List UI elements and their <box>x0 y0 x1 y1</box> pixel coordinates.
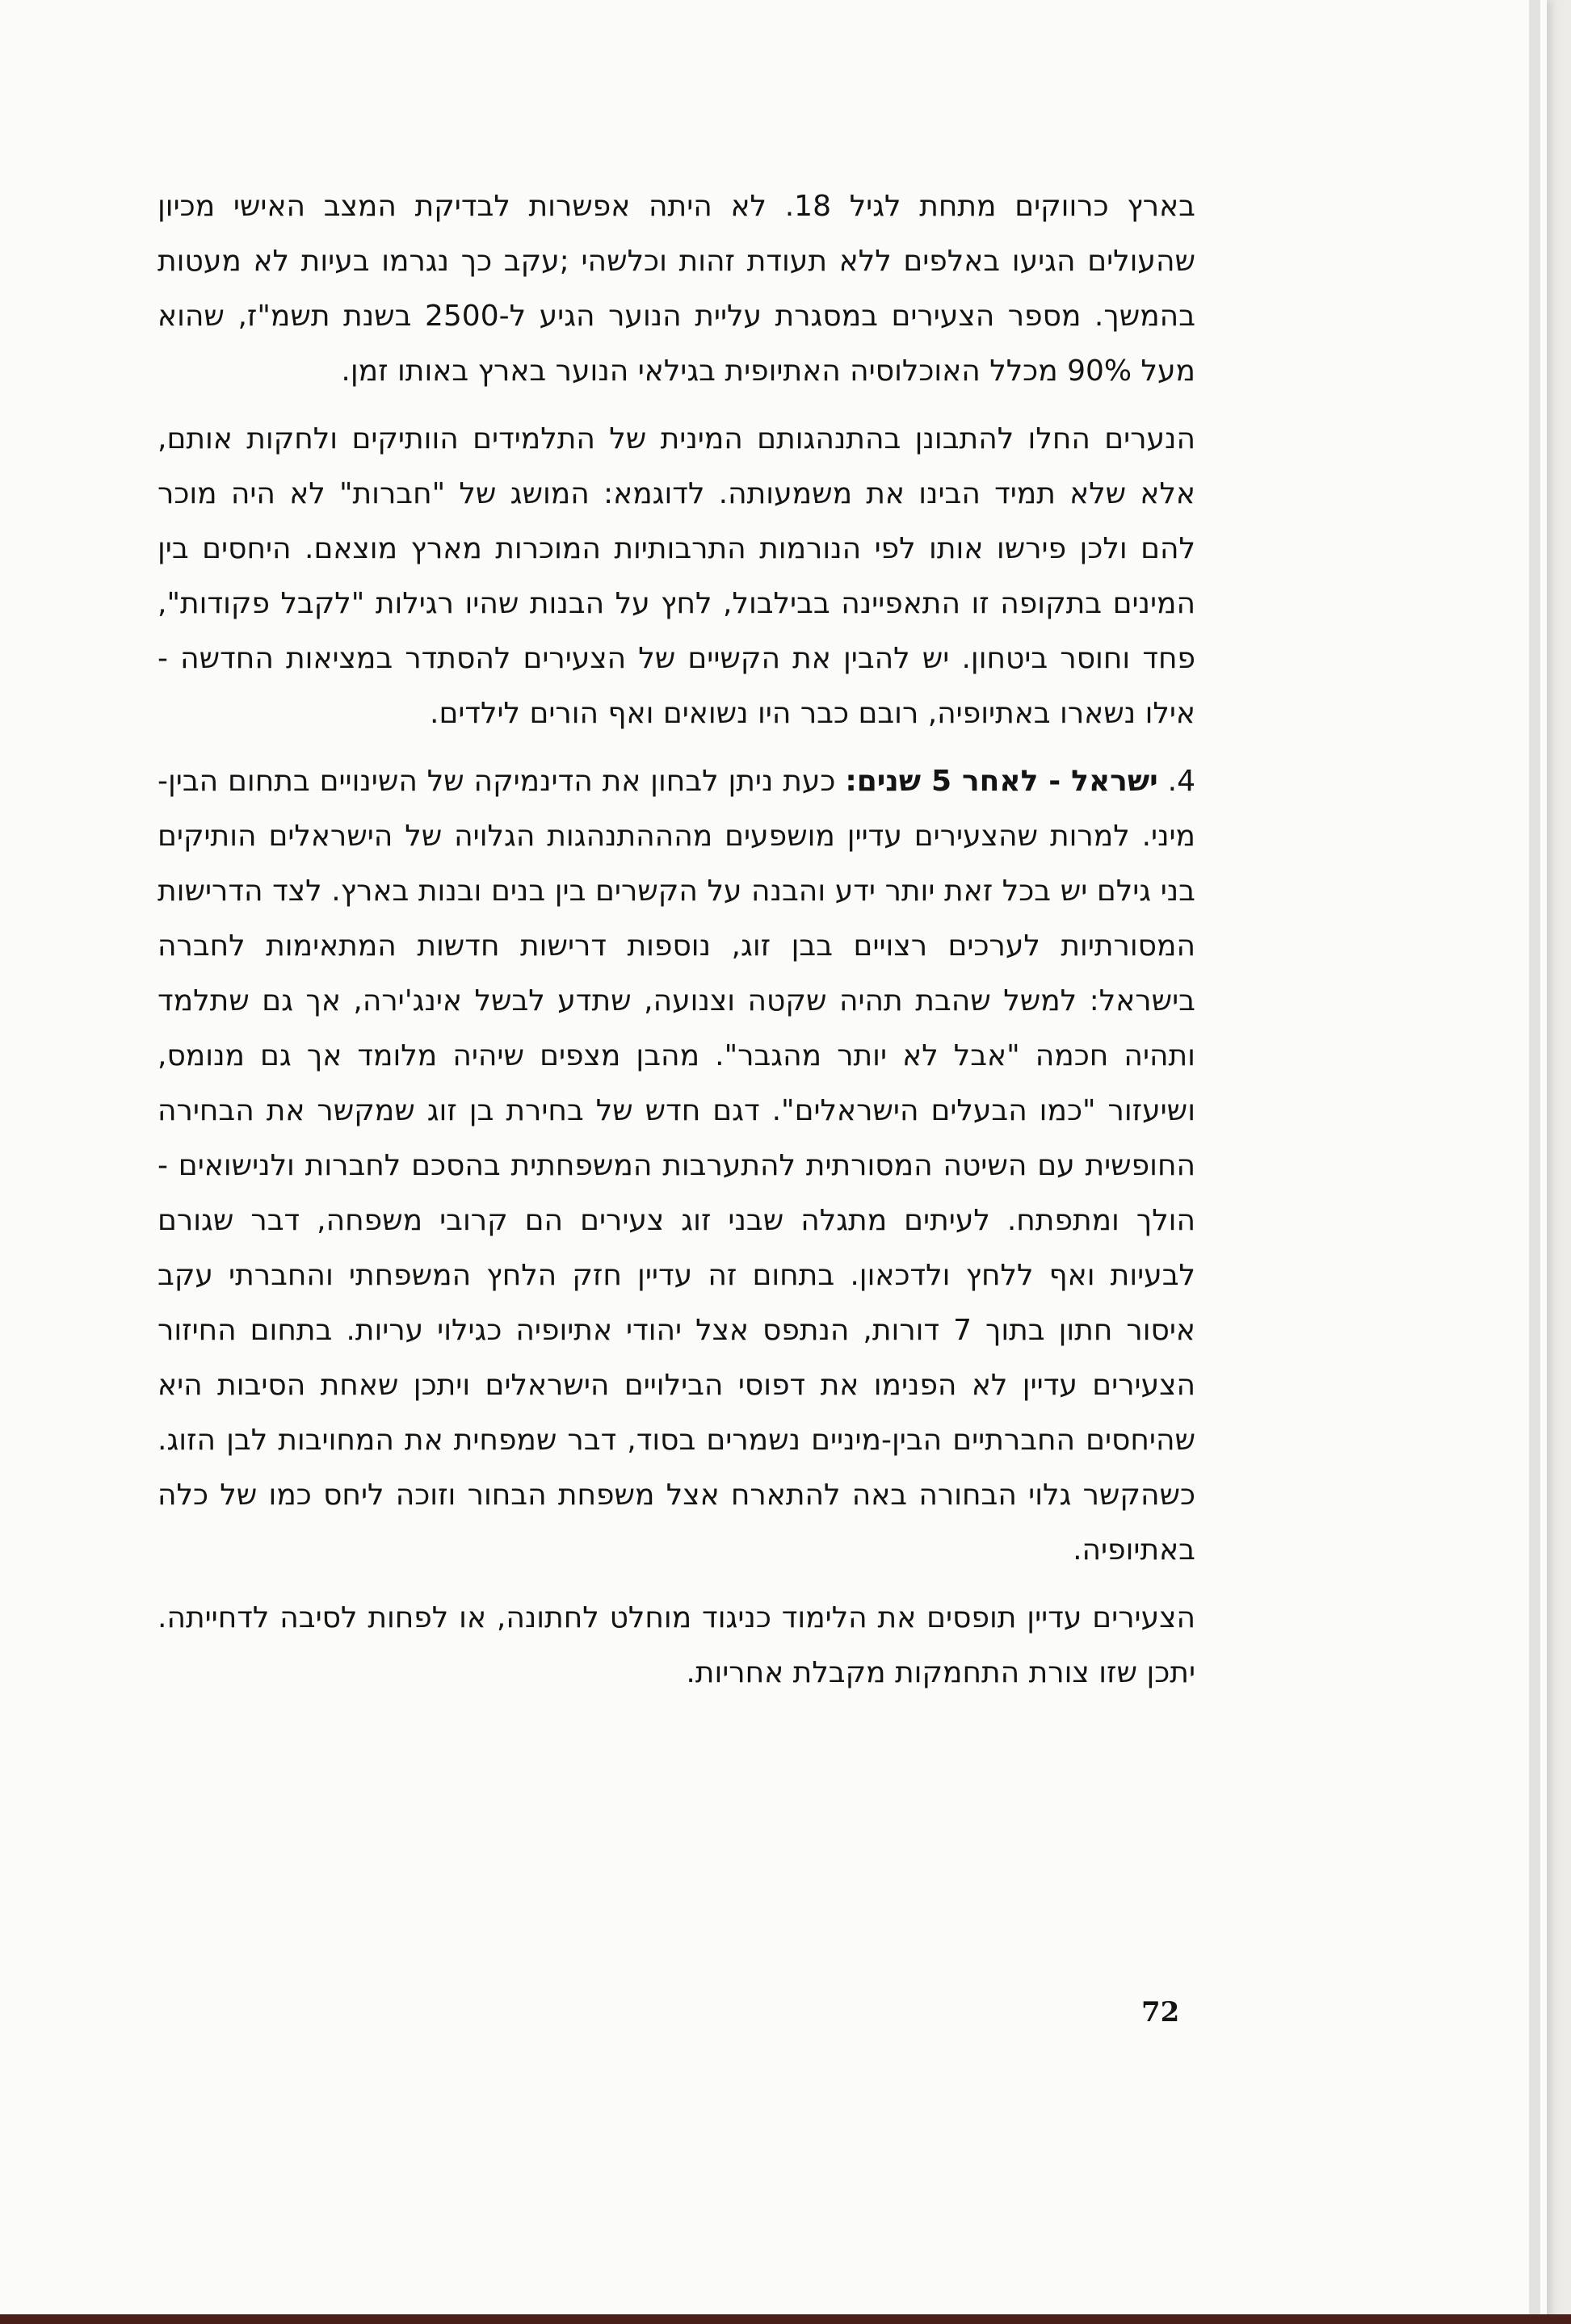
page-edge <box>1529 0 1540 2324</box>
section-number: 4. <box>1167 765 1195 798</box>
section-heading: ישראל - לאחר 5 שנים: <box>845 765 1158 798</box>
document-body <box>158 179 1195 1714</box>
paragraph-4 <box>158 1591 1195 1701</box>
paragraph-3-text: כעת ניתן לבחון את הדינמיקה של השינויים בתחום הבין- מיני. למרות שהצעירים עדיין מושפעים מהההתנהגות הגלויה של הישראלים הותיקים בני גילם יש בכל זאת יותר ידע והבנה על הקשרים בין בנים ובנות בארץ. לצד הדרישות המסורתיות לערכים רצויים בבן זוג, נוספות דרישות חדשות המתאימות לחברה בישראל: למשל שהבת תהיה שקטה וצנועה, שתדע לבשל אינג'ירה, אך גם שתלמד ותהיה חכמה "אבל לא יותר מהגבר". מהבן מצפים שיהיה מלומד אך גם מנומס, ושיעזור "כמו הבעלים הישראלים". דגם חדש של בחירת בן זוג שמקשר את הבחירה החופשית עם השיטה המסורתית להתערבות המשפחתית בהסכם לחברות ולנישואים - הולך ומתפתח. לעיתים מתגלה שבני זוג צעירים הם קרובי משפחה, דבר שגורם לבעיות ואף ללחץ ולדכאון. בתחום זה עדיין חזק הלחץ המשפחתי והחברתי עקב איסור חתון בתוך 7 דורות, הנתפס אצל יהודי אתיופיה כגילוי עריות. בתחום החיזור הצעירים עדיין לא הפנימו את דפוסי הבילויים הישראלים ויתכן שאחת הסיבות היא שהיחסים החברתיים הבין-מיניים נשמרים בסוד, דבר שמפחית את המחויבות לבן הזוג. כשהקשר גלוי הבחורה באה להתארח אצל משפחת הבחור וזוכה ליחס כמו של כלה באתיופיה. <box>158 765 1195 1567</box>
page-number: 72 <box>1141 1996 1180 2028</box>
paragraph-2 <box>158 412 1195 741</box>
scan-bottom-edge <box>0 2314 1571 2324</box>
paragraph-3 <box>158 754 1195 1578</box>
paragraph-2-text: הנערים החלו להתבונן בהתנהגותם המינית של התלמידים הוותיקים ולחקות אותם, אלא שלא תמיד הבינו את משמעותה. לדוגמא: המושג של "חברות" לא היה מוכר להם ולכן פירשו אותו לפי הנורמות התרבותיות המוכרות מארץ מוצאם. היחסים בין המינים בתקופה זו התאפיינה בבילבול, לחץ על הבנות שהיו רגילות "לקבל פקודות", פחד וחוסר ביטחון. יש להבין את הקשיים של הצעירים להסתדר במציאות החדשה - אילו נשארו באתיופיה, רובם כבר היו נשואים ואף הורים לילדים. <box>158 422 1195 730</box>
paragraph-1 <box>158 179 1195 399</box>
paragraph-1-text: בארץ כרווקים מתחת לגיל 18. לא היתה אפשרות לבדיקת המצב האישי מכיון שהעולים הגיעו באלפים ללא תעודת זהות וכלשהי ;עקב כך נגרמו בעיות לא מעטות בהמשך. מספר הצעירים במסגרת עליית הנוער הגיע ל-2500 בשנת תשמ"ז, שהוא מעל 90% מכלל האוכלוסיה האתיופית בגילאי הנוער בארץ באותו זמן. <box>158 190 1196 388</box>
paragraph-4-text: הצעירים עדיין תופסים את הלימוד כניגוד מוחלט לחתונה, או לפחות לסיבה לדחייתה. יתכן שזו צורת התחמקות מקבלת אחריות. <box>158 1601 1195 1689</box>
